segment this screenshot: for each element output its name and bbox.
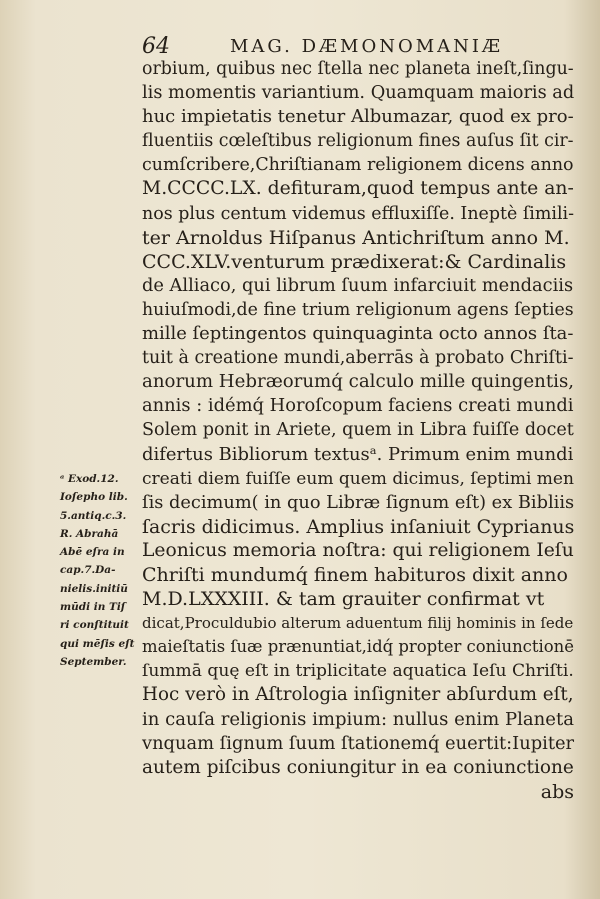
marginal-line: Ioſepho lib. bbox=[60, 491, 128, 504]
text-line: orbium, quibus nec ſtella nec planeta ineſt,ſingu- bbox=[142, 59, 574, 79]
marginal-line: qui mēſis eſt bbox=[60, 637, 135, 650]
text-line: cumſcribere,Chriſtianam religionem dicens anno bbox=[142, 155, 574, 176]
page-number: 64 bbox=[142, 34, 170, 59]
text-line: tuit à creatione mundi,aberrās à probato Chriſti- bbox=[142, 348, 574, 369]
text-line: ſummā quę eſt in triplicitate aquatica Ieſu Chriſti. bbox=[142, 661, 574, 682]
text-line: autem piſcibus coniungitur in ea coniunctione bbox=[142, 756, 574, 778]
marginal-line: Abē eſra in bbox=[60, 546, 125, 559]
text-line: M.CCCC.LX. defituram,quod tempus ante an- bbox=[142, 178, 574, 200]
text-line: anorum Hebræorumq́ calculo mille quingentis, bbox=[142, 371, 575, 393]
text-line: difertus Bibliorum textusᵃ. Primum enim mundi bbox=[142, 443, 574, 465]
marginal-note bbox=[60, 470, 140, 671]
text-line: ſacris didicimus. Amplius inſaniuit Cyprianus bbox=[142, 515, 575, 538]
text-line: dicat,Proculdubio alterum aduentum filij hominis in ſede bbox=[142, 614, 574, 633]
text-line: nos plus centum videmus effluxiſſe. Ineptè ſimili- bbox=[142, 203, 574, 224]
text-line: vnquam ſignum ſuum ſtationemq́ euertit:Iupiter bbox=[142, 732, 575, 754]
body-text bbox=[142, 57, 574, 804]
text-line: huiuſmodi,de fine trium religionum agens ſepties bbox=[142, 299, 574, 320]
marginal-line: cap.7.Da- bbox=[60, 564, 116, 577]
text-line: Chriſti mundumq́ finem habituros dixit anno bbox=[142, 563, 568, 586]
text-line: annis : idémq́ Horoſcopum faciens creati mundi bbox=[142, 395, 574, 417]
text-line: CCC.XLV.venturum prædixerat:& Cardinalis bbox=[142, 250, 567, 273]
text-line: ſis decimum( in quo Libræ ſignum eſt) ex Bibliis bbox=[142, 492, 575, 513]
marginal-line: September. bbox=[60, 655, 127, 668]
marginal-line: ri conſtituit bbox=[60, 619, 129, 632]
marginal-line: mūdi in Tiſ bbox=[60, 601, 126, 614]
text-line: huc impietatis tenetur Albumazar, quod ex pro- bbox=[142, 106, 574, 128]
text-line: maieſtatis ſuæ prænuntiat,idq́ propter coniunctionē bbox=[142, 637, 574, 657]
text-line: Solem ponit in Ariete, quem in Libra fuiſſe docet bbox=[142, 420, 574, 441]
marginal-line: R. Abrahā bbox=[60, 527, 119, 540]
text-line: fluentiis cœleſtibus religionum fines auſus ſit cir- bbox=[142, 131, 574, 152]
catchword: abs bbox=[540, 780, 574, 803]
text-line: M.D.LXXXIII. & tam grauiter confirmat vt bbox=[142, 588, 545, 611]
running-head: MAG. DÆMONOMANIÆ bbox=[230, 36, 504, 57]
text-line: lis momentis variantium. Quamquam maioris ad bbox=[142, 83, 575, 104]
text-line: creati diem fuiſſe eum quem dicimus, ſeptimi men bbox=[142, 468, 574, 489]
marginal-line: nielis.initiū bbox=[60, 582, 128, 595]
text-line: Leonicus memoria noſtra: qui religionem Ieſu bbox=[142, 539, 574, 561]
text-line: mille ſeptingentos quinquaginta octo annos ſta- bbox=[142, 323, 574, 345]
marginal-line: ᵃ Exod.12. bbox=[60, 473, 119, 485]
text-line: de Alliaco, qui librum ſuum infarciuit mendaciis bbox=[142, 274, 574, 296]
text-line: Hoc verò in Aſtrologia inſigniter abſurdum eſt, bbox=[142, 684, 574, 706]
text-line: ter Arnoldus Hiſpanus Antichriſtum anno M. bbox=[142, 226, 570, 249]
text-line: in cauſa religionis impium: nullus enim Planeta bbox=[142, 708, 574, 730]
marginal-line: 5.antiq.c.3. bbox=[60, 509, 127, 522]
